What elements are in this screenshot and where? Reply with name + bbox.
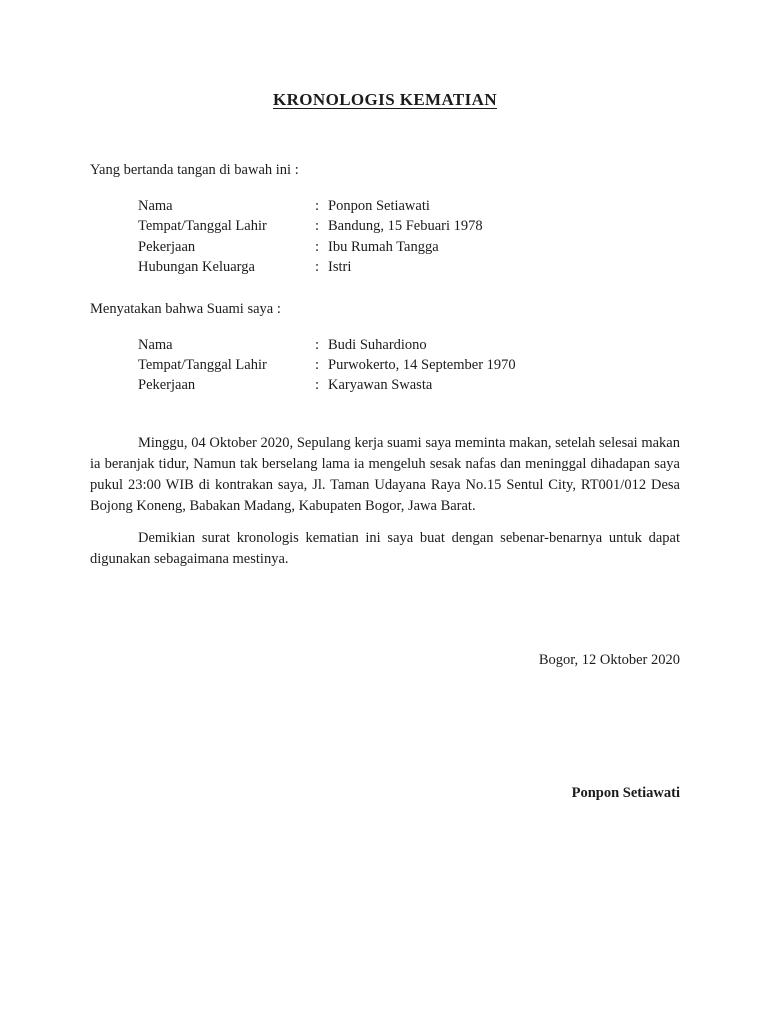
detail-label: Pekerjaan [138,238,196,255]
detail-separator: : [315,377,320,394]
deceased-details [138,335,680,396]
detail-row-deceased-name [138,335,680,355]
detail-label: Nama [138,198,173,214]
detail-separator: : [315,259,320,276]
detail-value: Purwokerto, 14 September 1970 [328,357,516,374]
dateline: Bogor, 12 Oktober 2020 [538,651,680,668]
detail-value: Istri [328,259,352,276]
detail-value: Bandung, 15 Febuari 1978 [328,218,483,235]
signature-name: Ponpon Setiawati [571,784,680,801]
detail-value: Budi Suhardiono [328,336,427,353]
closing-paragraph: Demikian surat kronologis kematian ini saya buat dengan sebenar-benarnya untuk dapat digunakan sebagaimana mestinya. [90,529,680,567]
detail-label: Tempat/Tanggal Lahir [138,218,267,235]
detail-row-deceased-birth [138,355,680,375]
detail-row-signer-occupation [138,237,680,257]
chronology-paragraph: Minggu, 04 Oktober 2020, Sepulang kerja suami saya meminta makan, setelah selesai makan ia beranjak tidur, Namun tak berselang lama ia mengeluh sesak nafas dan meninggal dihadapan saya pukul 23:00 WIB di kontrakan saya, Jl. Taman Udayana Raya No.15 Sentul City, RT001/012 Desa Bojong Koneng, Babakan Madang, Kabupaten Bogor, Jawa Barat. [90,434,680,514]
detail-separator: : [315,218,320,235]
detail-separator: : [315,336,320,353]
detail-row-signer-birth [138,216,680,236]
document-title: KRONOLOGIS KEMATIAN [272,90,498,109]
detail-separator: : [315,198,320,214]
detail-label: Hubungan Keluarga [138,259,255,276]
detail-value: Ponpon Setiawati [328,198,430,214]
detail-label: Pekerjaan [138,377,196,394]
statement-line: Menyatakan bahwa Suami saya : [90,300,281,317]
signer-details [138,196,680,278]
detail-row-signer-name [138,196,680,216]
detail-label: Nama [138,336,173,353]
detail-value: Karyawan Swasta [328,377,433,394]
detail-row-signer-relation [138,257,680,277]
detail-label: Tempat/Tanggal Lahir [138,357,267,374]
detail-separator: : [315,238,320,255]
intro-line: Yang bertanda tangan di bawah ini : [90,162,299,178]
detail-value: Ibu Rumah Tangga [328,238,439,255]
detail-separator: : [315,357,320,374]
detail-row-deceased-occupation [138,375,680,395]
